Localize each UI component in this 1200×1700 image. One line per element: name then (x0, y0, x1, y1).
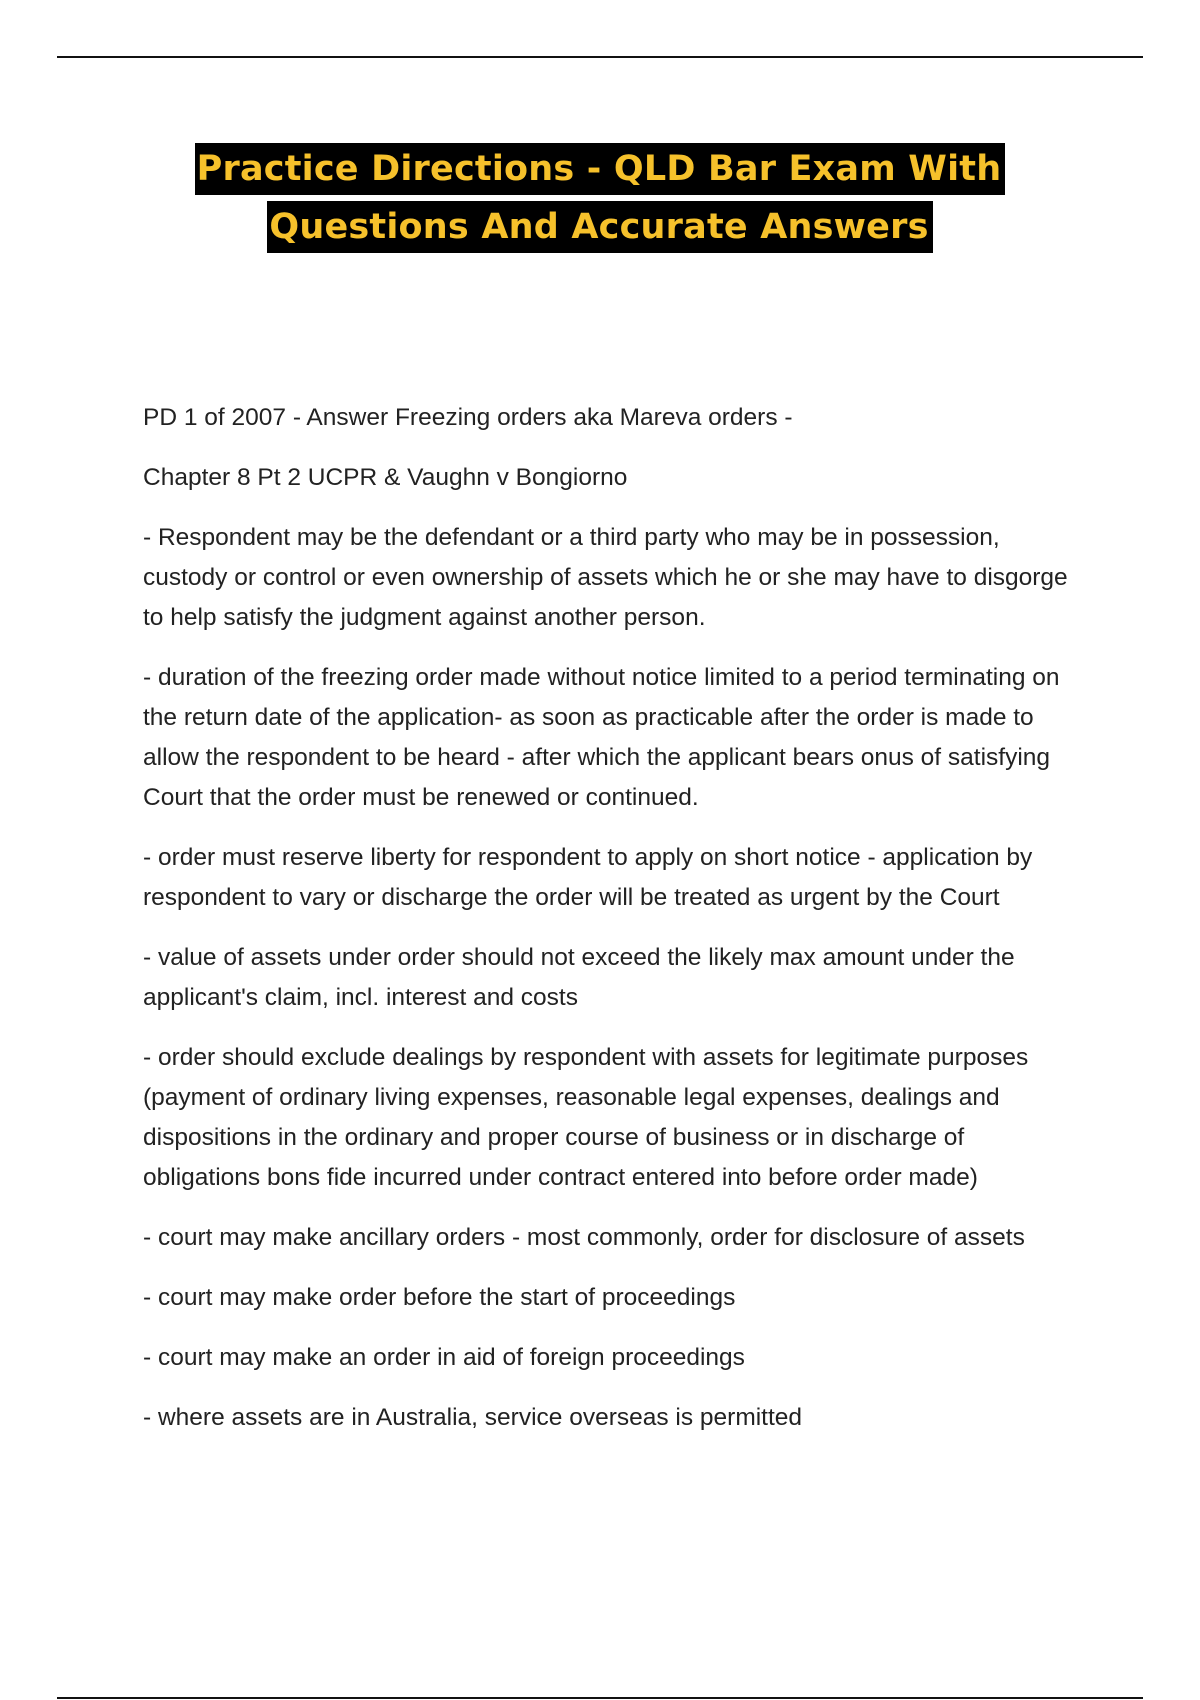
paragraph-chapter-reference: Chapter 8 Pt 2 UCPR & Vaughn v Bongiorno (143, 464, 628, 491)
document-body (143, 398, 1088, 1458)
footer-rule (57, 1697, 1143, 1699)
paragraph-liberty-to-apply: - order must reserve liberty for respondent to apply on short notice - application by respondent to vary or discharge the order will be treated as urgent by the Court (143, 844, 1033, 911)
paragraph-exclusions: - order should exclude dealings by respondent with assets for legitimate purposes (payment of ordinary living expenses, reasonable legal expenses, dealings and dispositions in the ordinary and proper course of business or in discharge of obligations bons fide incurred under contract entered into before order made) (143, 1044, 1029, 1191)
paragraph-respondent: - Respondent may be the defendant or a third party who may be in possession, custody or control or even ownership of assets which he or she may have to disgorge to help satisfy the judgment against another person. (143, 524, 1068, 631)
paragraph-value-of-assets: - value of assets under order should not exceed the likely max amount under the applicant's claim, incl. interest and costs (143, 944, 1015, 1011)
paragraph-duration: - duration of the freezing order made without notice limited to a period terminating on the return date of the application- as soon as practicable after the order is made to allow the respondent to be heard - after which the applicant bears onus of satisfying Court that the order must be renewed or continued. (143, 664, 1060, 811)
paragraph-before-proceedings: - court may make order before the start of proceedings (143, 1284, 736, 1311)
paragraph-foreign-proceedings: - court may make an order in aid of foreign proceedings (143, 1344, 745, 1371)
paragraph-ancillary-orders: - court may make ancillary orders - most commonly, order for disclosure of assets (143, 1224, 1025, 1251)
title-line-1: Practice Directions - QLD Bar Exam With (195, 143, 1006, 195)
paragraph-service-overseas: - where assets are in Australia, service overseas is permitted (143, 1404, 803, 1431)
document-title (0, 143, 1200, 259)
header-rule (57, 56, 1143, 58)
paragraph-pd-heading: PD 1 of 2007 - Answer Freezing orders aka Mareva orders - (143, 404, 793, 431)
title-line-2: Questions And Accurate Answers (267, 201, 932, 253)
